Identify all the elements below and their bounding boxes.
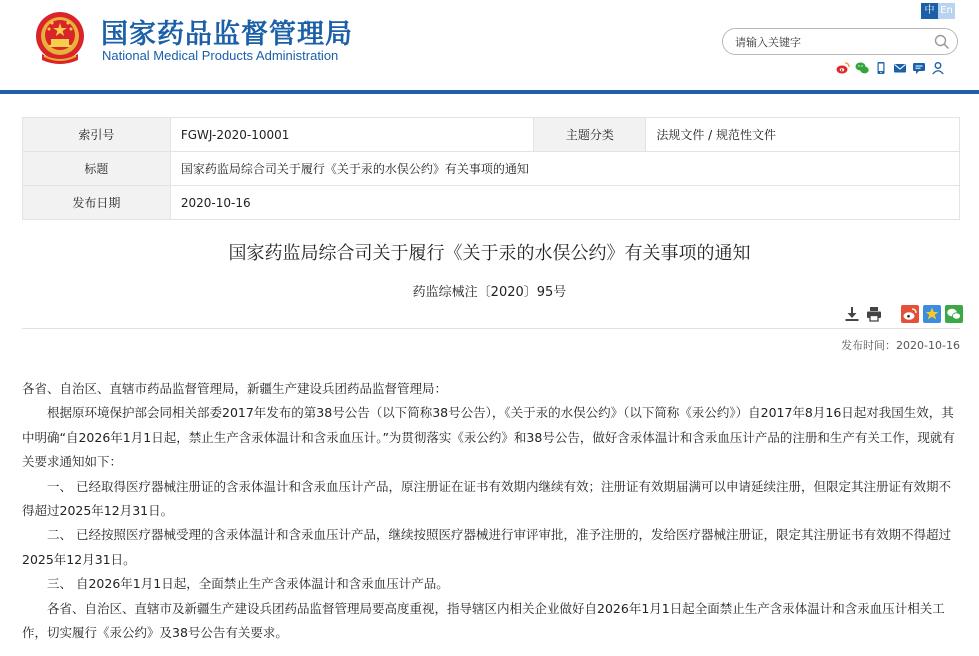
category-value: 法规文件 / 规范性文件 [646,118,960,152]
share-wechat-icon[interactable] [945,305,963,323]
search-box [722,28,958,55]
message-icon[interactable] [912,60,926,74]
body-paragraph: 三、 自2026年1月1日起，全面禁止生产含汞体温计和含汞血压计产品。 [47,576,449,592]
search-input[interactable] [735,33,931,51]
national-emblem-icon[interactable] [34,10,86,66]
document-title: 国家药监局综合司关于履行《关于汞的水俣公约》有关事项的通知 [228,243,751,264]
user-icon[interactable] [931,60,945,74]
search-icon[interactable] [933,33,951,51]
body-paragraph: 根据原环境保护部会同相关部委2017年发布的第38号公告（以下简称38号公告），《关于汞的水俣公约》（以下简称《汞公约》）自2017年8月16日起对我国生效，其中明确“自2026年1月1日起，禁止生产含汞体温计和含汞血压计。”为贯彻落实《汞公约》和38号公告，做好含汞体温计和含汞血压计产品的注册和生产有关工作，现就有关要求通知如下： [22,405,955,470]
date-value: 2020-10-16 [170,186,959,220]
title-divider [22,328,960,329]
lang-en-button[interactable]: En [938,3,955,19]
meta-row-date [23,186,960,220]
site-header [0,0,979,92]
category-label: 主题分类 [534,118,646,152]
document-body [22,377,962,645]
index-label: 索引号 [23,118,171,152]
article-tools [843,305,963,323]
mail-icon[interactable] [893,60,907,74]
publish-time: 发布时间：2020-10-16 [841,339,960,352]
body-paragraph: 二、 已经按照医疗器械受理的含汞体温计和含汞血压计产品，继续按照医疗器械进行审评审批，准予注册的，发给医疗器械注册证，限定其注册证书有效期不得超过2025年12月31日。 [22,527,951,567]
meta-row-title [23,152,960,186]
title-label: 标题 [23,152,171,186]
document-number: 药监综械注〔2020〕95号 [412,285,567,300]
header-divider [0,90,979,94]
wechat-icon[interactable] [855,60,869,74]
title-value: 国家药监局综合司关于履行《关于汞的水俣公约》有关事项的通知 [170,152,959,186]
site-name-cn[interactable]: 国家药品监督管理局 [101,19,353,50]
body-paragraph: 各省、自治区、直辖市及新疆生产建设兵团药品监督管理局要高度重视，指导辖区内相关企业做好自2026年1月1日起全面禁止生产含汞体温计和含汞血压计相关工作，切实履行《汞公约》及38号公告有关要求。 [22,600,945,641]
index-value: FGWJ-2020-10001 [170,118,534,152]
social-links [836,60,945,74]
share-weibo-icon[interactable] [901,305,919,323]
lang-cn-button[interactable]: 中 [921,3,938,19]
share-qzone-icon[interactable] [923,305,941,323]
body-paragraph: 一、 已经取得医疗器械注册证的含汞体温计和含汞血压计产品，原注册证在证书有效期内继续有效；注册证有效期届满可以申请延续注册，但限定其注册证有效期不得超过2025年12月31日。 [22,478,951,519]
document-meta-table [22,117,960,220]
date-label: 发布日期 [23,186,171,220]
language-switch [921,3,955,19]
site-name-en[interactable]: National Medical Products Administration [102,48,339,63]
download-icon[interactable] [843,305,861,323]
mobile-icon[interactable] [874,60,888,74]
meta-row-index [23,118,960,152]
salutation: 各省、自治区、直辖市药品监督管理局，新疆生产建设兵团药品监督管理局： [22,381,448,396]
print-icon[interactable] [865,305,883,323]
weibo-icon[interactable] [836,60,850,74]
